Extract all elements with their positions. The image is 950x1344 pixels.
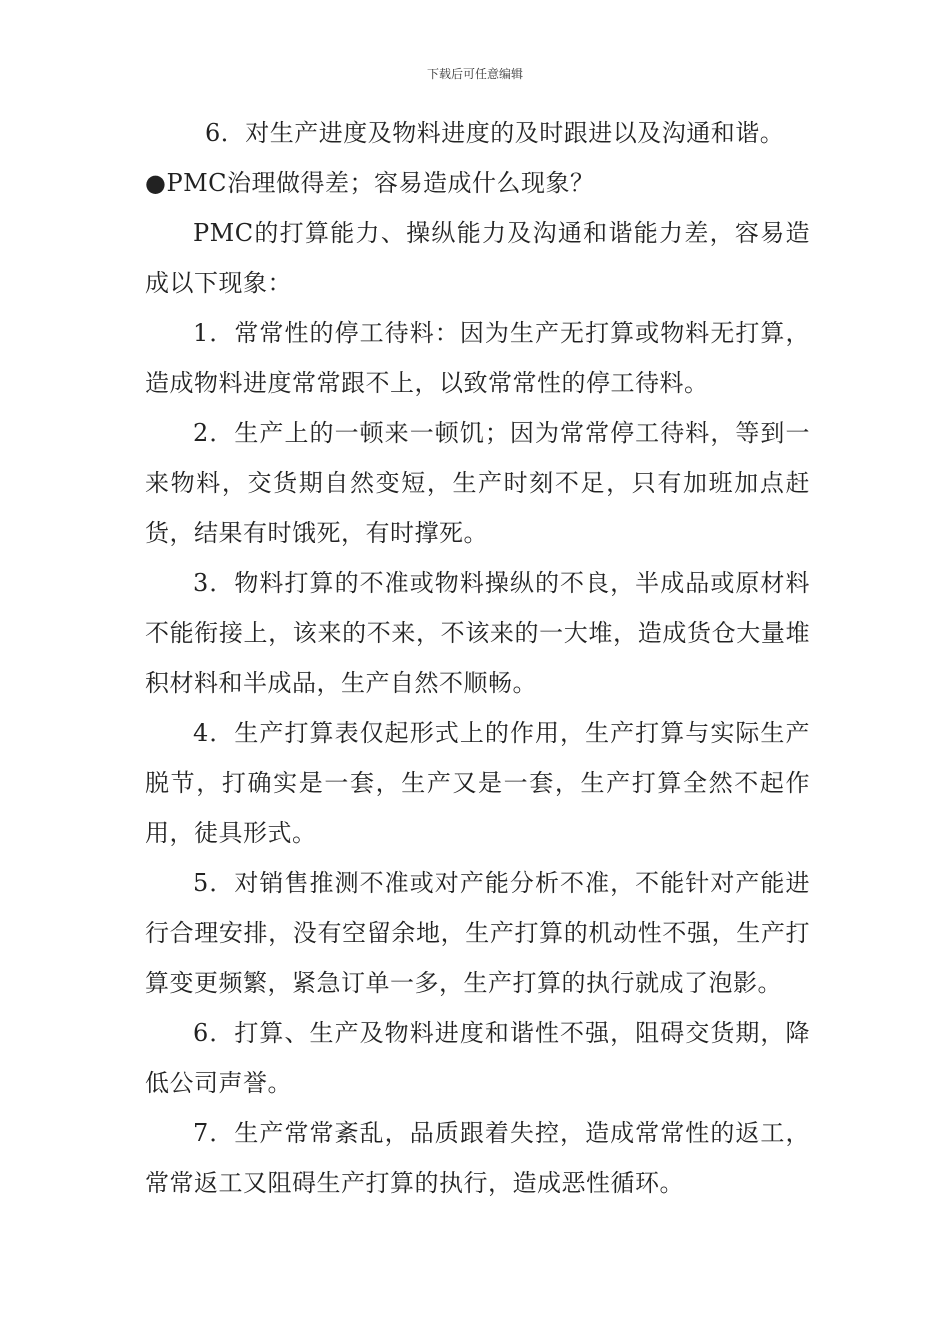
section-question: ●PMC治理做得差；容易造成什么现象？ [145, 169, 595, 197]
page-header: 下载后可任意编辑 [426, 67, 523, 81]
paragraph-item-4: 4．生产打算表仅起形式上的作用，生产打算与实际生产脱节，打确实是一套，生产又是一套，生产打算全然不起作用，徒具形式。 [145, 719, 810, 847]
paragraph-item-3: 3．物料打算的不准或物料操纵的不良，半成品或原材料不能衔接上，该来的不来，不该来的一大堆，造成货仓大量堆积材料和半成品，生产自然不顺畅。 [145, 569, 810, 697]
paragraph-item-5: 5．对销售推测不准或对产能分析不准，不能针对产能进行合理安排，没有空留余地，生产打算的机动性不强，生产打算变更频繁，紧急订单一多，生产打算的执行就成了泡影。 [145, 869, 810, 997]
paragraph-item-6: 6．打算、生产及物料进度和谐性不强，阻碍交货期，降低公司声誉。 [145, 1019, 810, 1097]
document-body [145, 108, 810, 1208]
paragraph-item-1: 1．常常性的停工待料：因为生产无打算或物料无打算，造成物料进度常常跟不上，以致常常性的停工待料。 [145, 319, 810, 397]
paragraph-item-2: 2．生产上的一顿来一顿饥；因为常常停工待料，等到一来物料，交货期自然变短，生产时刻不足，只有加班加点赶货，结果有时饿死，有时撑死。 [145, 419, 810, 547]
paragraph-intro: PMC的打算能力、操纵能力及沟通和谐能力差，容易造成以下现象： [145, 219, 810, 297]
paragraph-item-7: 7．生产常常紊乱，品质跟着失控，造成常常性的返工，常常返工又阻碍生产打算的执行，造成恶性循环。 [145, 1119, 810, 1197]
paragraph-follow-up: 6．对生产进度及物料进度的及时跟进以及沟通和谐。 [205, 119, 785, 147]
